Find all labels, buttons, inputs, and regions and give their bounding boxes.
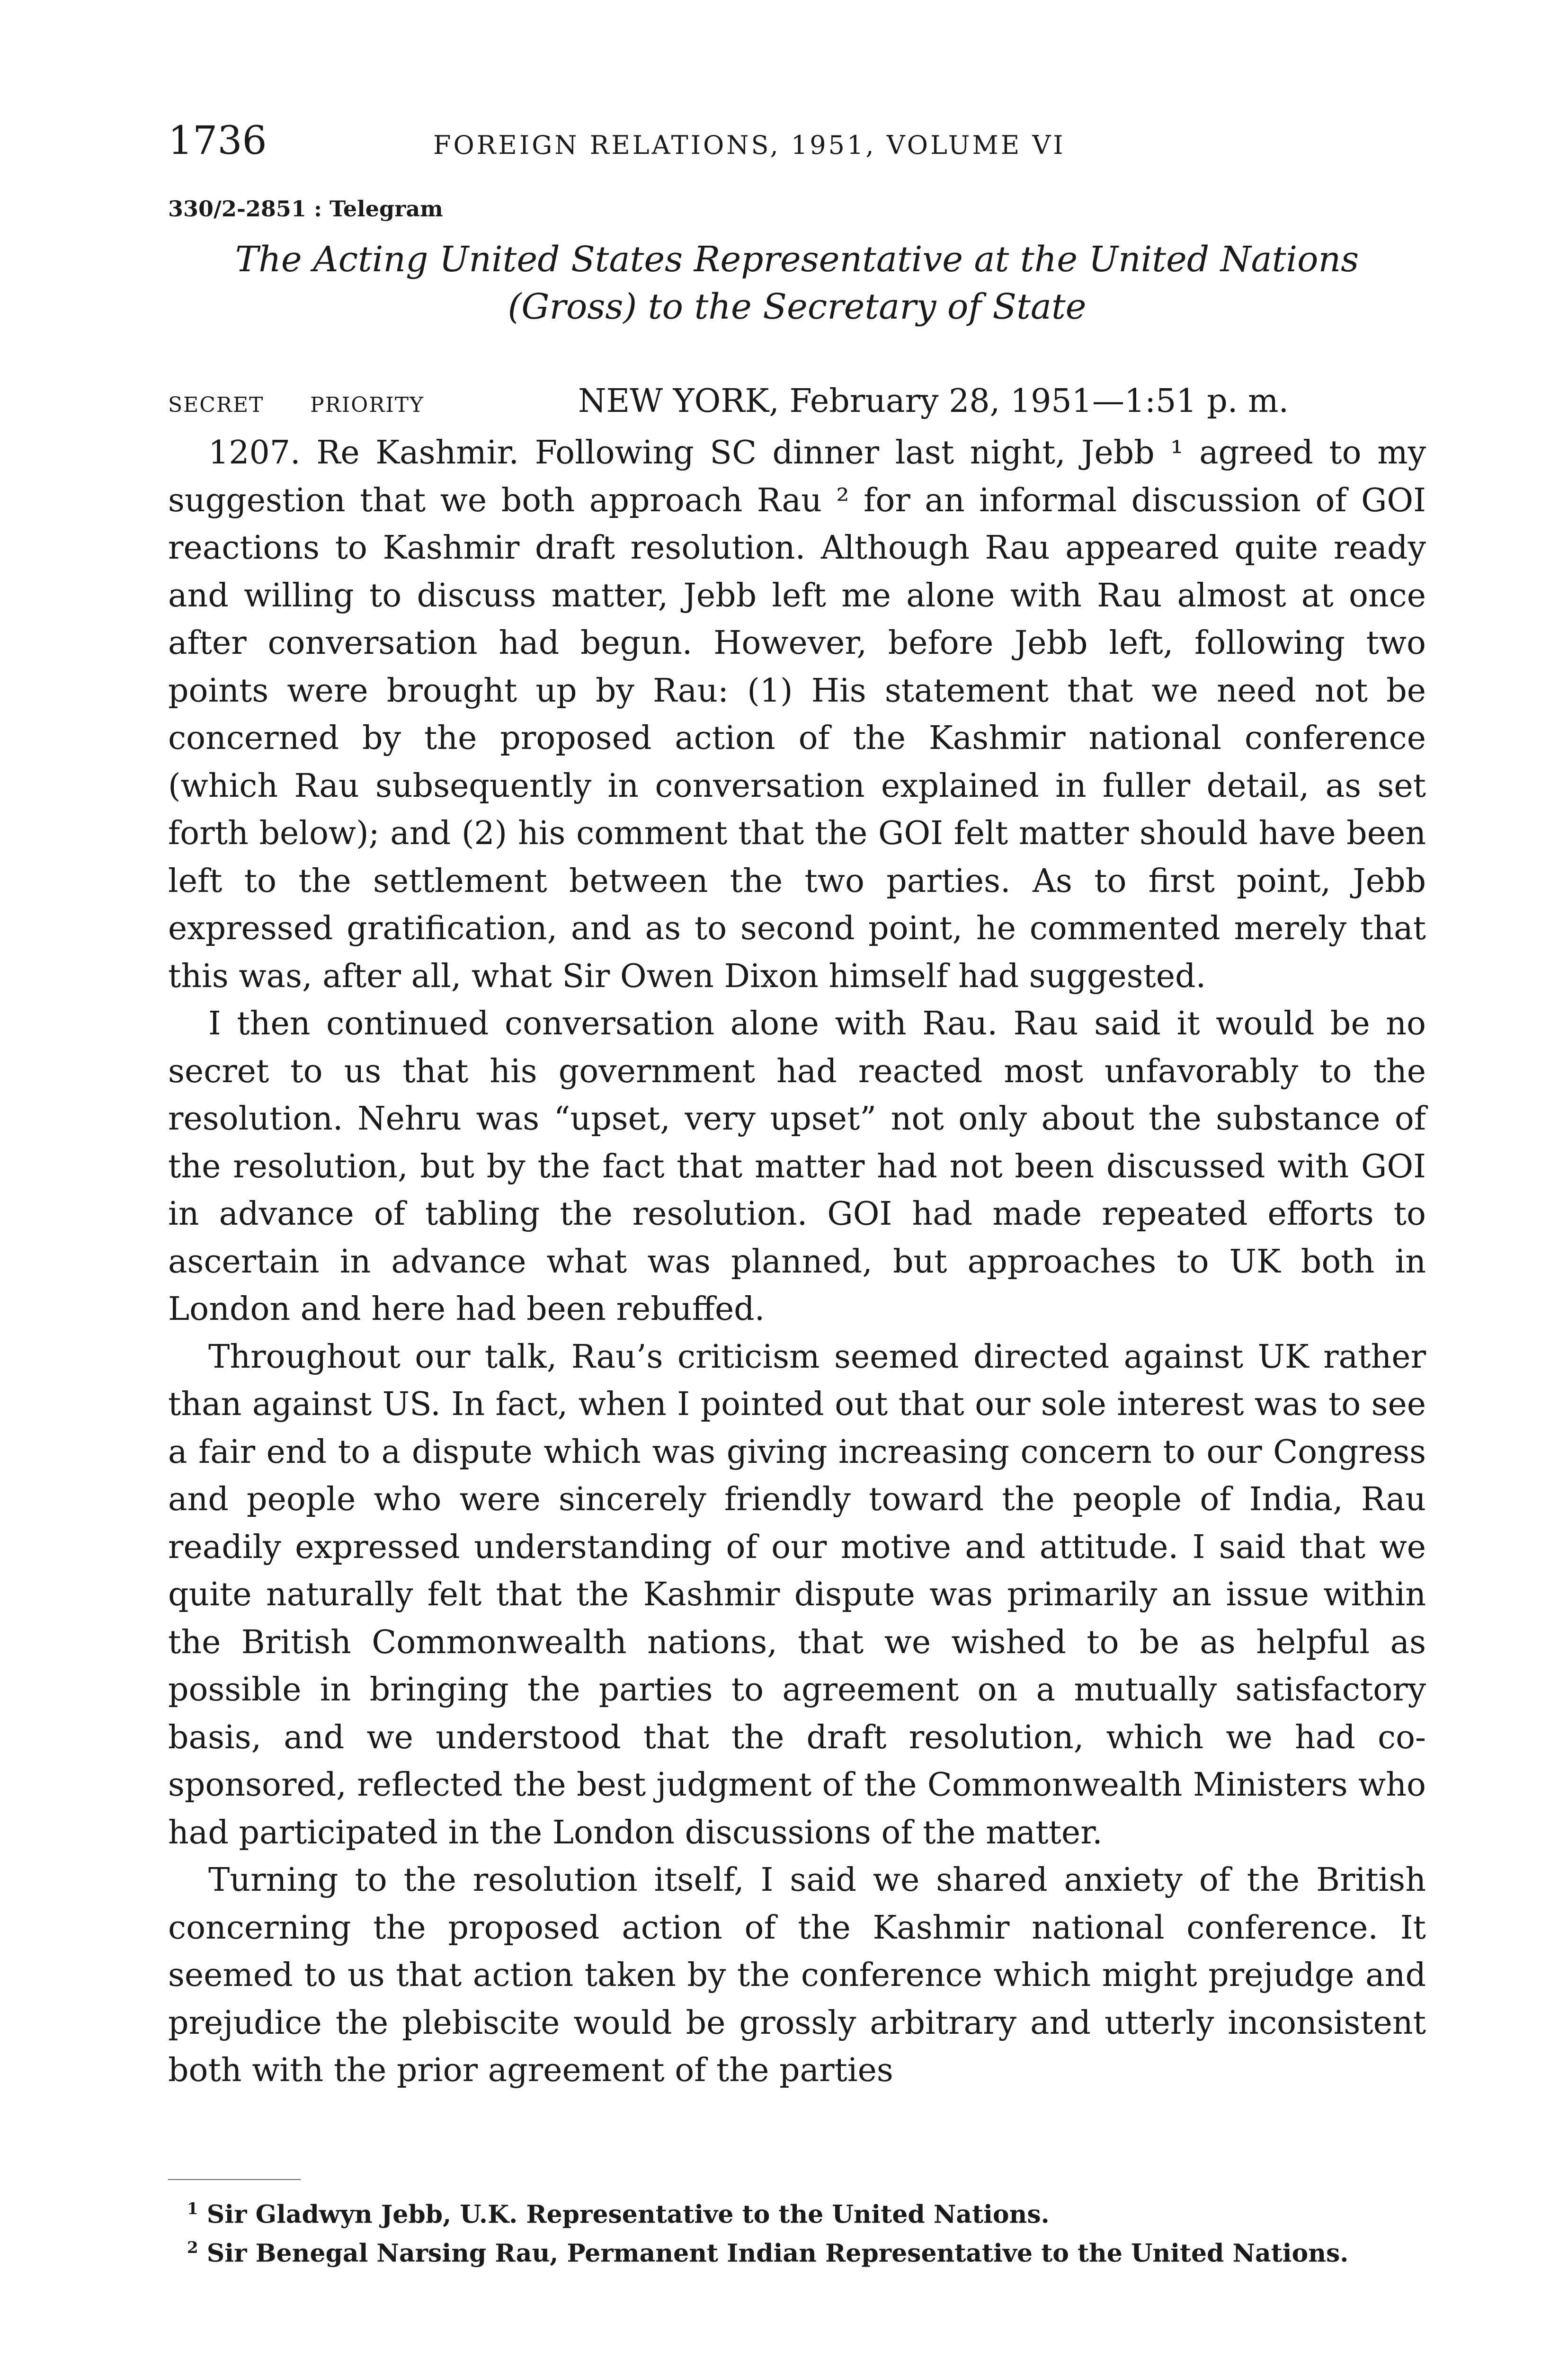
running-head: FOREIGN RELATIONS, 1951, VOLUME VI	[433, 130, 1066, 160]
document-type: : Telegram	[313, 196, 443, 222]
file-reference	[168, 196, 1426, 222]
document-title	[168, 236, 1426, 330]
footnote-divider	[168, 2179, 301, 2180]
footnote-text: Sir Benegal Narsing Rau, Permanent Indian Representative to the United Nations.	[206, 2239, 1349, 2268]
page-header	[168, 118, 1426, 180]
title-line-2: (Gross) to the Secretary of State	[508, 286, 1087, 327]
classification-label: SECRET	[168, 393, 264, 417]
footnote-2	[168, 2231, 1426, 2270]
footnote-mark: 2	[187, 2238, 198, 2257]
title-line-1: The Acting United States Representative at the United Nations	[235, 239, 1359, 280]
footnotes	[168, 2192, 1426, 2270]
paragraph-1: 1207. Re Kashmir. Following SC dinner last night, Jebb ¹ agreed to my suggestion that we both approach Rau ² for an informal discussion of GOI reactions to Kashmir draft resolution. Although Rau appeared quite ready and willing to discuss matter, Jebb left me alone with Rau almost at once after conversation had begun. However, before Jebb left, following two points were brought up by Rau: (1) His statement that we need not be concerned by the proposed action of the Kashmir national conference (which Rau subsequently in conversation explained in fuller detail, as set forth below); and (2) his comment that the GOI felt matter should have been left to the settlement between the two parties. As to first point, Jebb expressed gratification, and as to second point, he commented merely that this was, after all, what Sir Owen Dixon himself had suggested.	[168, 434, 1426, 995]
dateline	[168, 383, 1426, 420]
footnote-1	[168, 2192, 1426, 2231]
footnote-mark: 1	[187, 2199, 198, 2218]
file-number: 330/2-2851	[168, 196, 306, 222]
paragraph-2: I then continued conversation alone with Rau. Rau said it would be no secret to us that his government had reacted most unfavorably to the resolution. Nehru was “upset, very upset” not only about the substance of the resolution, but by the fact that matter had not been discussed with GOI in advance of tabling the resolution. GOI had made repeated efforts to ascertain in advance what was planned, but approaches to UK both in London and here had been rebuffed.	[168, 1005, 1426, 1328]
page-number: 1736	[168, 118, 267, 163]
telegram-body	[168, 429, 1426, 2095]
paragraph-4: Turning to the resolution itself, I said we shared anxiety of the British concerning the proposed action of the Kashmir national conference. It seemed to us that action taken by the conference which might prejudge and prejudice the plebiscite would be grossly arbitrary and utterly inconsistent both with the prior agreement of the parties	[168, 1861, 1426, 2089]
place-date: NEW YORK, February 28, 1951—1:51 p. m.	[578, 383, 1289, 420]
footnote-text: Sir Gladwyn Jebb, U.K. Representative to the United Nations.	[206, 2199, 1050, 2229]
paragraph-3: Throughout our talk, Rau’s criticism seemed directed against UK rather than against US. In fact, when I pointed out that our sole interest was to see a fair end to a dispute which was giving increasing concern to our Congress and people who were sincerely friendly toward the people of India, Rau readily expressed understanding of our motive and attitude. I said that we quite naturally felt that the Kashmir dispute was primarily an issue within the British Commonwealth nations, that we wished to be as helpful as possible in bringing the parties to agreement on a mutually satisfactory basis, and we understood that the draft resolution, which we had co-sponsored, reflected the best judgment of the Commonwealth Ministers who had participated in the London discussions of the matter.	[168, 1338, 1426, 1851]
priority-label: PRIORITY	[310, 393, 425, 417]
